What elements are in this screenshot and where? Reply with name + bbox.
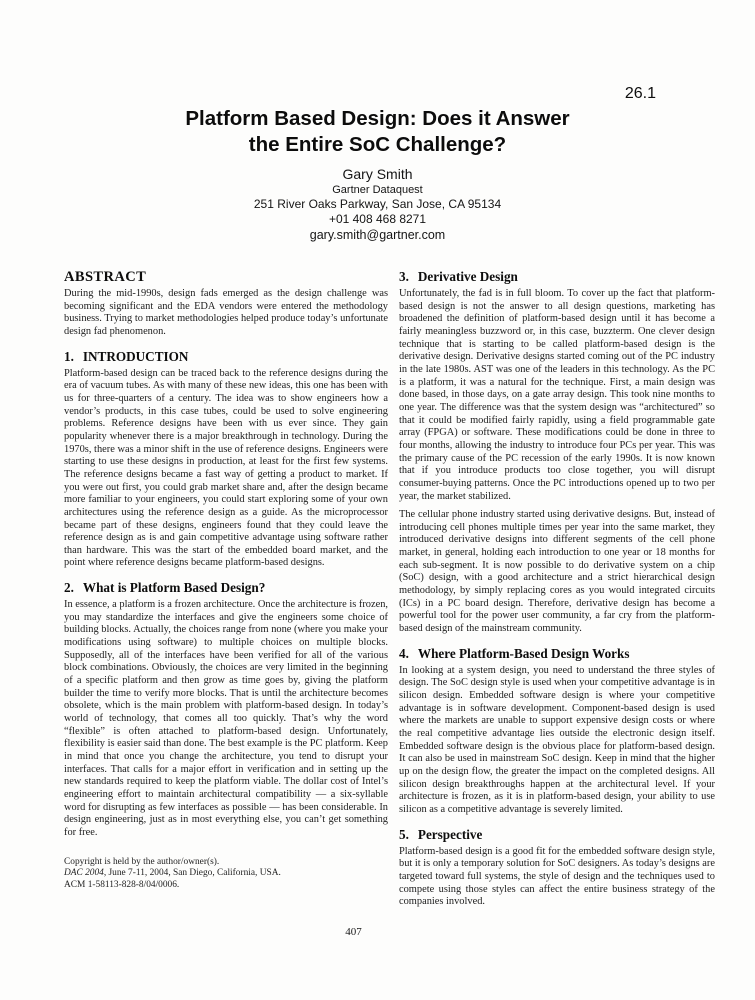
section-heading-introduction [64, 349, 388, 365]
paper-title-line2: the Entire SoC Challenge? [248, 133, 507, 156]
author-email: gary.smith@gartner.com [309, 228, 446, 242]
two-column-body [0, 242, 755, 909]
right-column [399, 269, 715, 909]
section-title: Perspective [417, 826, 483, 842]
paper-title-line1: Platform Based Design: Does it Answer [185, 107, 570, 130]
author-phone: +01 408 468 8271 [328, 212, 427, 226]
section-heading-what-is-platform-based-design [64, 580, 388, 596]
left-column [64, 269, 388, 891]
copyright-notice [64, 857, 388, 892]
copyright-line1: Copyright is held by the author/owner(s). [64, 856, 220, 867]
copyright-line3: ACM 1-58113-828-8/04/0006. [64, 879, 180, 890]
abstract-heading: ABSTRACT [64, 269, 147, 285]
section-number: 3. [399, 269, 409, 284]
author-address: 251 River Oaks Parkway, San Jose, CA 95134 [253, 197, 502, 211]
author-affiliation: Gartner Dataquest [332, 184, 423, 196]
session-number: 26.1 [624, 85, 656, 102]
section-title: INTRODUCTION [82, 348, 189, 364]
paper-header [0, 0, 755, 242]
section-heading-where-platform-based-design-works [399, 646, 715, 662]
paper-title [0, 106, 755, 158]
derivative-design-paragraph-1: Unfortunately, the fad is in full bloom. To cover up the fact that platform-based design is not the answer to all design questions, marketing has broadened the definition of platform-based design until it has become a fairly meaningless buzzword or, in this case, buzzterm. One clever design technique that is starting to be called platform-based design is the derivative design. Derivative designs started coming out of the PC industry in the late 1980s. AST was one of the leaders in this technology. As the PC is a platform, it was a natural for the technique. First, a main design was done based, in those days, on a gate array design. This took nine months to one year. The difference was that the system design was “architectured” so that it could be modified fairly rapidly, using a field programmable gate array (FPGA) or software. These modifications could be done in three to four months, allowing the industry to introduce four PCs per year. This was the primary cause of the PC recession of the early 1990s. It is now known that if you introduce products too close together, you will disrupt consumer-buying patterns. Once the PC introductions opened up to two per year, the market stabilized. [399, 288, 715, 502]
section-heading-derivative-design [399, 269, 715, 285]
author-block [0, 166, 755, 242]
author-name: Gary Smith [342, 166, 413, 182]
what-is-platform-paragraph: In essence, a platform is a frozen architecture. Once the architecture is frozen, you may standardize the interfaces and give the engineers some choice of building blocks. Actually, the choices range from none (where you make your modifications using software) to multiple choices on multiple blocks. Supposedly, all of the interfaces have been verified for all of the various block combinations. Obviously, the choices are very limited in the beginning of a specific platform and then grow as time goes by, giving the platform builder the time to verify more blocks. That is until the architecture becomes obsolete, which is the main problem with platform-based design. In today’s world of technology, that comes all too quickly. That’s why the word “flexible” is often attached to platform-based design. Unfortunately, flexibility is easier said than done. The best example is the PC platform. Keep in mind that once you change the architecture, you tend to disrupt your interfaces. That calls for a major effort in verification and in setting up the new standards required to keep the platform viable. The dollar cost of Intel’s engineering effort to maintain architectural compatibility — a six-syllable word for disrupting as few interfaces as possible — has been considerable. In design engineering, just as in most everything else, you can’t get something for free. [64, 599, 388, 838]
abstract-text: During the mid-1990s, design fads emerged as the design challenge was becoming significant and the EDA vendors were entered the methodology business. Trying to market methodologies helped produce today’s unfortunate design fad phenomenon. [64, 288, 388, 337]
derivative-design-paragraph-2: The cellular phone industry started using derivative designs. But, instead of introducing cell phones multiple times per year into the same market, they introduced derivative designs into different segments of the cell phone market, in general, holding each introduction to one year or 18 months for each sub-segment. It is now possible to do derivative system on a chip (SoC) design, with a good architecture and a strict hierarchical design methodology, by simply replacing cores as you would integrated circuits (ICs) in a PC board design. Therefore, derivative design has become a powerful tool for the power user community, a far cry from the platform-based design of the mainstream community. [399, 509, 715, 635]
venue-details: , June 7-11, 2004, San Diego, California, USA. [103, 868, 281, 879]
section-number: 5. [399, 826, 409, 842]
section-number: 4. [399, 645, 409, 661]
introduction-paragraph: Platform-based design can be traced back to the reference designs during the era of vacuum tubes. As with many of these new ideas, this one has been with us for three-quarters of a century. The idea was to show engineers how a vendor’s products, in this case tubes, could be used to solve engineering problems. Reference designs have been with us ever since. They gain popularity whenever there is a major breakthrough in technology. During the 1970s, there was a minor shift in the use of reference designs. Engineers were starting to use these designs in production, at least for the first few systems. The reference designs became a fast way of getting a product to market. If you were out first, you could grab market share and, after the design became more familiar to your engineers, you could start exploring some of your own architectures using the reference design as a guide. As the microprocessor became part of these designs, engineers found that they could leave the reference design as is and gain competitive advantage using software rather than hardware. This was the start of the embedded board market, and the point where reference designs became platform-based designs. [64, 367, 388, 569]
venue-name: DAC 2004 [64, 868, 104, 879]
copyright-line2 [64, 868, 388, 880]
section-title: Where Platform-Based Design Works [417, 645, 630, 661]
section-title: What is Platform Based Design? [82, 580, 266, 596]
section-heading-perspective [399, 827, 715, 843]
section-number: 1. [64, 348, 74, 364]
where-works-paragraph: In looking at a system design, you need to understand the three styles of design. The SoC design style is used when your competitive advantage is in silicon design. Embedded software design is where your competitive advantage is in software development. Component-based design is used where the markets are unable to support expensive design costs or where the real competitive advantage lies outside the electronic design itself. Embedded software design is the obvious place for platform-based design. It can also be used in mainstream SoC design. Keep in mind that the higher up on the design flow, the greater the impact on the completed designs. All silicon design breakthroughs happen at the architectural level. If your architecture is frozen, as it is in platform-based design, your ability to use silicon as a competitive advantage is severely limited. [399, 664, 715, 815]
section-number: 2. [64, 580, 74, 596]
section-title: Derivative Design [417, 269, 518, 284]
page-number: 407 [345, 926, 362, 938]
perspective-paragraph: Platform-based design is a good fit for the embedded software design style, but it is only a temporary solution for SoC designers. As today’s designs are targeted toward full systems, the style of design and the techniques used to compete using those styles can affect the entire business strategy of the companies involved. [399, 845, 715, 908]
